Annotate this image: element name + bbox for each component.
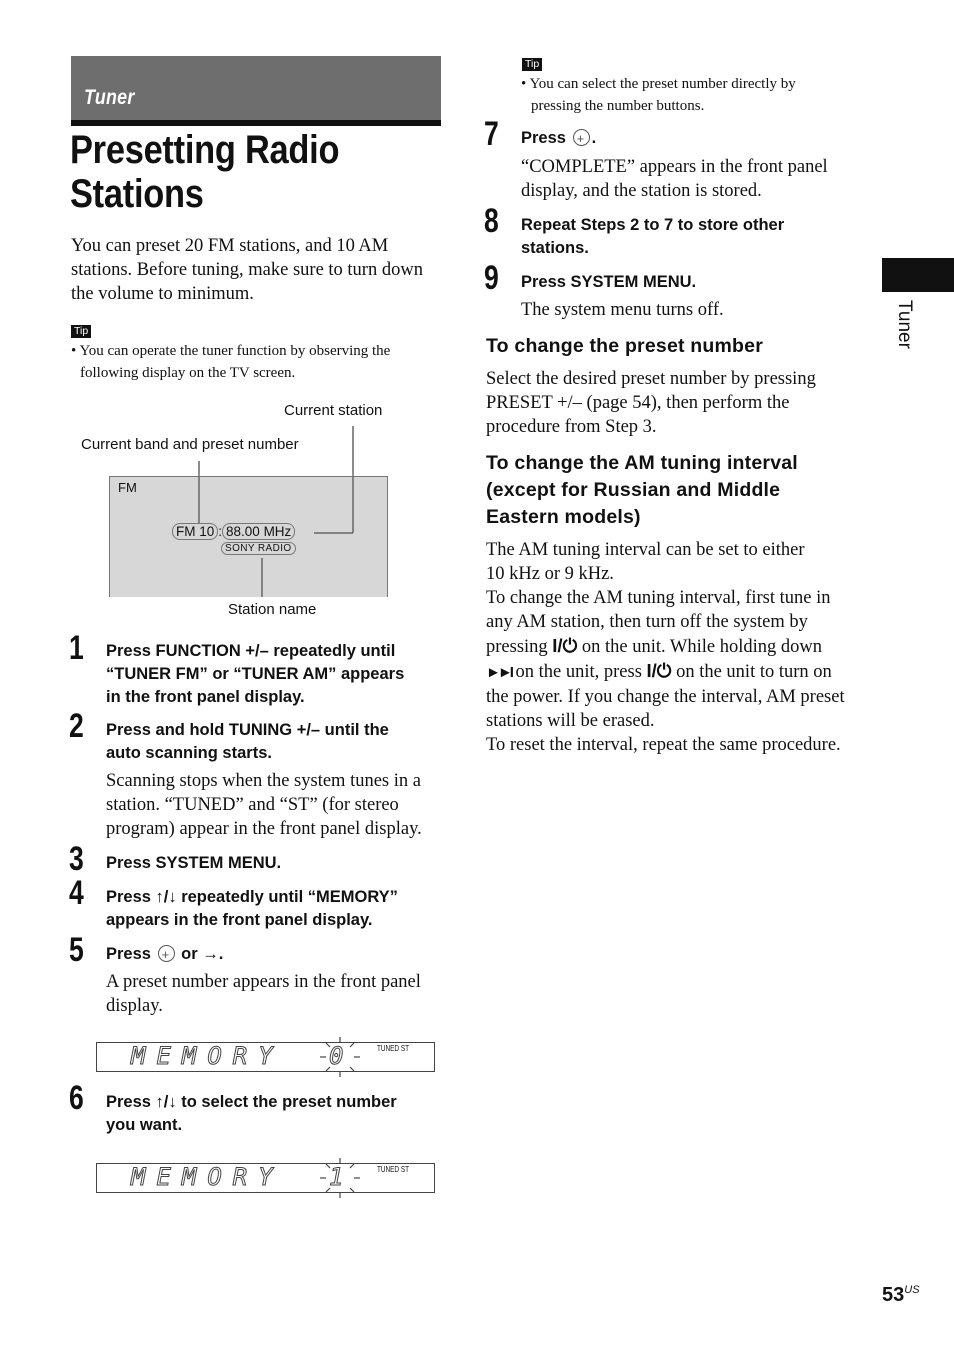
step-9-heading: Press SYSTEM MENU. xyxy=(521,273,697,291)
step-line: you want. xyxy=(106,1116,183,1134)
body-line: To change the AM tuning interval, first tune in xyxy=(486,588,831,608)
front-panel-display-1 xyxy=(96,1042,435,1072)
am-section-heading xyxy=(486,450,798,531)
step-number: 4 xyxy=(69,874,84,912)
body-line: stations will be erased. xyxy=(486,711,655,731)
step-or-text: or →. xyxy=(181,945,224,963)
page-number-suffix: US xyxy=(904,1284,920,1296)
step-6-heading xyxy=(106,1091,397,1137)
step-number: 1 xyxy=(69,629,84,667)
step-line: in the front panel display. xyxy=(106,688,305,706)
step-1-heading xyxy=(106,640,404,709)
station-name-readout xyxy=(221,543,296,554)
lcd-memory-text: MEMORY xyxy=(131,1163,284,1191)
step-number: 6 xyxy=(69,1079,84,1117)
tip-line: following display on the TV screen. xyxy=(80,365,296,381)
next-track-icon: ►►I xyxy=(486,664,511,681)
page-title-line-2: Stations xyxy=(70,172,204,216)
power-icon: I/⏻ xyxy=(552,635,578,656)
power-icon: I/⏻ xyxy=(646,660,672,681)
am-section-body xyxy=(486,538,871,757)
heading-line: To change the AM tuning interval xyxy=(486,452,798,474)
step-number: 2 xyxy=(69,707,84,745)
tip-text xyxy=(521,73,861,117)
side-tab-marker xyxy=(882,258,954,292)
tip-line: pressing the number buttons. xyxy=(531,98,705,114)
body-line: 10 kHz or 9 kHz. xyxy=(486,564,614,584)
section-label: Tuner xyxy=(84,86,135,109)
step-9-body: The system menu turns off. xyxy=(521,300,724,320)
step-press-text: Press xyxy=(521,129,566,147)
step-line: auto scanning starts. xyxy=(106,744,272,762)
step-2-body xyxy=(106,769,451,841)
step-number: 7 xyxy=(484,115,499,153)
screen-band: FM xyxy=(118,480,137,495)
band-preset-label: Current band and preset number xyxy=(81,436,299,453)
body-line: PRESET +/– (page 54), then perform the xyxy=(486,393,790,413)
station-name-label: Station name xyxy=(228,601,317,618)
body-line: display, and the station is stored. xyxy=(521,181,762,201)
tip-line: • You can operate the tuner function by observing the xyxy=(71,343,391,359)
body-fragment: pressing xyxy=(486,637,548,657)
lcd-tuned-st-tag: TUNED ST xyxy=(377,1165,409,1174)
body-line: A preset number appears in the front panel xyxy=(106,972,421,992)
lcd-preset-digit: 1 xyxy=(329,1163,344,1191)
step-line: Press FUNCTION +/– repeatedly until xyxy=(106,642,396,660)
step-line: Press ↑/↓ to select the preset number xyxy=(106,1093,397,1111)
tip-badge: Tip xyxy=(71,325,91,338)
lcd-memory-text: MEMORY xyxy=(131,1042,284,1070)
readout-separator: : xyxy=(218,524,223,539)
body-line: station. “TUNED” and “ST” (for stereo xyxy=(106,795,399,815)
step-8-heading xyxy=(521,214,784,260)
blink-indicator-icon xyxy=(319,1036,361,1078)
preset-readout xyxy=(172,524,295,540)
body-fragment: on the unit. While holding down xyxy=(581,637,822,657)
lcd-tuned-st-tag: TUNED ST xyxy=(377,1044,409,1053)
body-line xyxy=(486,634,871,659)
enter-button-icon xyxy=(158,945,175,962)
body-fragment: on the unit, press xyxy=(515,662,642,682)
body-line: display. xyxy=(106,996,163,1016)
body-line: program) appear in the front panel display. xyxy=(106,819,422,839)
step-line: Press and hold TUNING +/– until the xyxy=(106,721,389,739)
front-panel-display-2 xyxy=(96,1163,435,1193)
body-line: procedure from Step 3. xyxy=(486,417,657,437)
step-7-heading xyxy=(521,127,596,150)
step-2-heading xyxy=(106,719,389,765)
step-period: . xyxy=(591,129,597,147)
body-line: Select the desired preset number by pressing xyxy=(486,369,816,389)
step-line: Press ↑/↓ repeatedly until “MEMORY” xyxy=(106,888,398,906)
heading-line: Eastern models) xyxy=(486,506,641,528)
page-number xyxy=(882,1284,920,1307)
body-line: any AM station, then turn off the system by xyxy=(486,612,808,632)
frequency-pill: 88.00 MHz xyxy=(222,523,295,540)
step-number: 3 xyxy=(69,840,84,878)
current-station-label: Current station xyxy=(284,402,383,419)
step-4-heading xyxy=(106,886,398,932)
preset-section-body xyxy=(486,367,866,439)
step-line: “TUNER FM” or “TUNER AM” appears xyxy=(106,665,405,683)
tip-badge: Tip xyxy=(522,58,542,71)
body-line: “COMPLETE” appears in the front panel xyxy=(521,157,828,177)
step-3-heading: Press SYSTEM MENU. xyxy=(106,854,282,872)
blink-indicator-icon xyxy=(319,1157,361,1199)
side-tab-label: Tuner xyxy=(894,300,915,349)
step-line: stations. xyxy=(521,239,589,257)
step-press-text: Press xyxy=(106,945,151,963)
station-name-pill: SONY RADIO xyxy=(221,542,296,555)
page-number-value: 53 xyxy=(882,1284,905,1306)
intro-line: You can preset 20 FM stations, and 10 AM xyxy=(71,236,389,256)
body-fragment: on the unit to turn on xyxy=(676,662,832,682)
step-5-heading xyxy=(106,943,223,966)
tip-line: • You can select the preset number directly by xyxy=(521,76,796,92)
step-number: 9 xyxy=(484,259,499,297)
step-number: 8 xyxy=(484,202,499,240)
preset-pill: FM 10 xyxy=(172,523,218,540)
enter-button-icon xyxy=(573,129,590,146)
body-line: Scanning stops when the system tunes in a xyxy=(106,771,421,791)
step-line: Repeat Steps 2 to 7 to store other xyxy=(521,216,785,234)
body-line xyxy=(486,659,871,685)
step-number: 5 xyxy=(69,931,84,969)
page-title-line-1: Presetting Radio xyxy=(70,128,340,172)
preset-section-heading: To change the preset number xyxy=(486,335,764,357)
step-5-body xyxy=(106,970,451,1018)
intro-line: the volume to minimum. xyxy=(71,284,254,304)
step-7-body xyxy=(521,155,866,203)
body-line: the power. If you change the interval, AM preset xyxy=(486,687,845,707)
body-line: The AM tuning interval can be set to either xyxy=(486,540,805,560)
step-line: appears in the front panel display. xyxy=(106,911,373,929)
heading-line: (except for Russian and Middle xyxy=(486,479,781,501)
body-line: To reset the interval, repeat the same procedure. xyxy=(486,735,841,755)
intro-line: stations. Before tuning, make sure to turn down xyxy=(71,260,423,280)
lcd-preset-digit: 0 xyxy=(329,1042,344,1070)
